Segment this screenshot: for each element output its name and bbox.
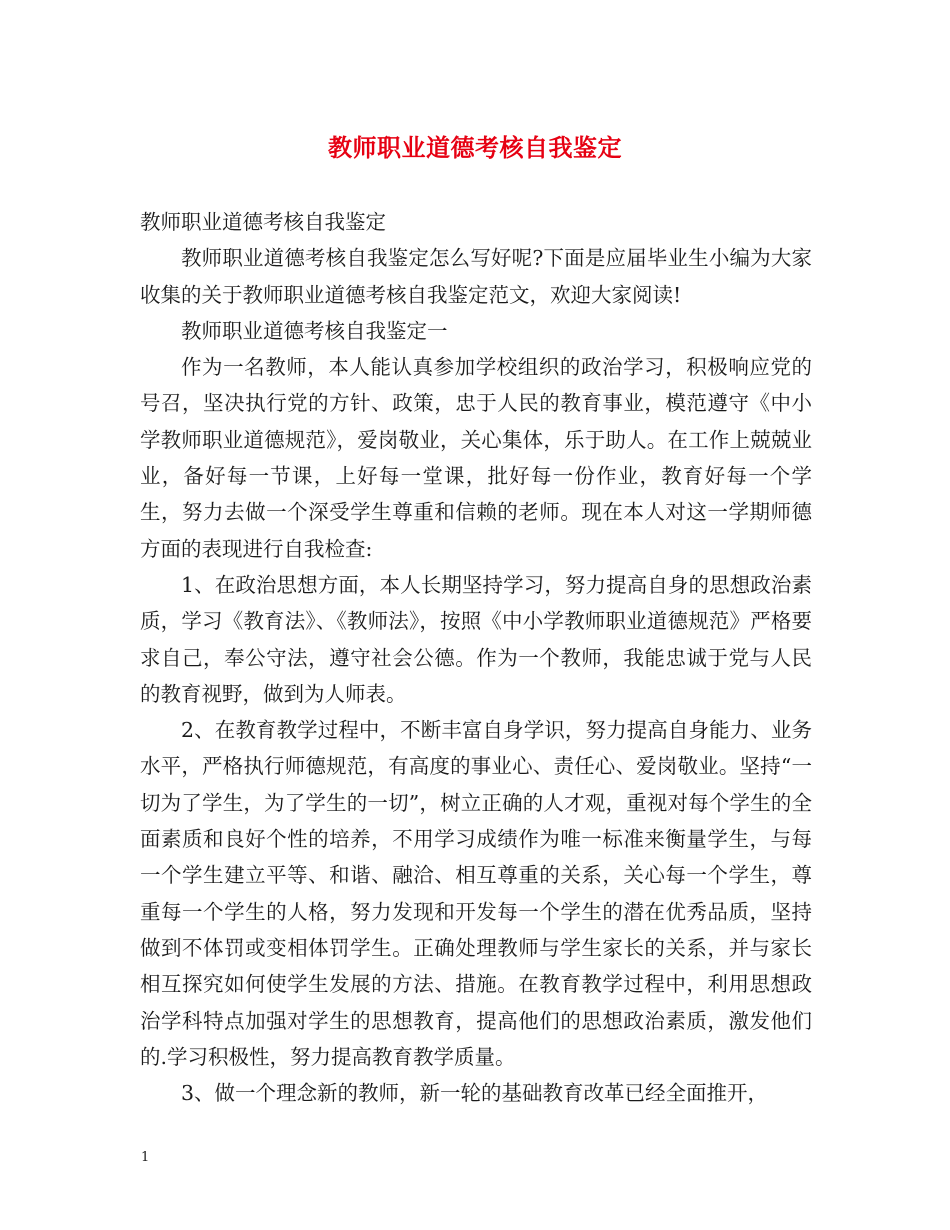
paragraph: 教师职业道德考核自我鉴定: [140, 210, 386, 234]
paragraph: 教师职业道德考核自我鉴定怎么写好呢?下面是应届毕业生小编为大家收集的关于教师职业道德考核自我鉴定范文，欢迎大家阅读!: [140, 246, 812, 307]
paragraph: 教师职业道德考核自我鉴定一: [181, 318, 448, 343]
paragraph: 1、在政治思想方面，本人长期坚持学习，努力提高自身的思想政治素质，学习《教育法》、《教师法》，按照《中小学教师职业道德规范》严格要求自己，奉公守法，遵守社会公德。作为一个教师，我能忠诚于党与人民的教育视野，做到为人师表。: [140, 572, 812, 706]
paragraph: 3、做一个理念新的教师，新一轮的基础教育改革已经全面推开，: [181, 1081, 769, 1106]
paragraph: 作为一名教师，本人能认真参加学校组织的政治学习，积极响应党的号召，坚决执行党的方针、政策，忠于人民的教育事业，模范遵守《中小学教师职业道德规范》，爱岗敬业，关心集体，乐于助人。在工作上兢兢业业，备好每一节课，上好每一堂课，批好每一份作业，教育好每一个学生，努力去做一个深受学生尊重和信赖的老师。现在本人对这一学期师德方面的表现进行自我检查:: [140, 355, 812, 561]
document-body: [140, 204, 812, 1111]
paragraph: 2、在教育教学过程中，不断丰富自身学识，努力提高自身能力、业务水平，严格执行师德规范，有高度的事业心、责任心、爱岗敬业。坚持“一切为了学生，为了学生的一切”，树立正确的人才观，重视对每个学生的全面素质和良好个性的培养，不用学习成绩作为唯一标准来衡量学生，与每一个学生建立平等、和谐、融洽、相互尊重的关系，关心每一个学生，尊重每一个学生的人格，努力发现和开发每一个学生的潜在优秀品质，坚持做到不体罚或变相体罚学生。正确处理教师与学生家长的关系，并与家长相互探究如何使学生发展的方法、措施。在教育教学过程中，利用思想政治学科特点加强对学生的思想教育，提高他们的思想政治素质，激发他们的.学习积极性，努力提高教育教学质量。: [140, 718, 812, 1069]
document-title: 教师职业道德考核自我鉴定: [328, 133, 622, 162]
page-number: 1: [141, 1150, 150, 1165]
